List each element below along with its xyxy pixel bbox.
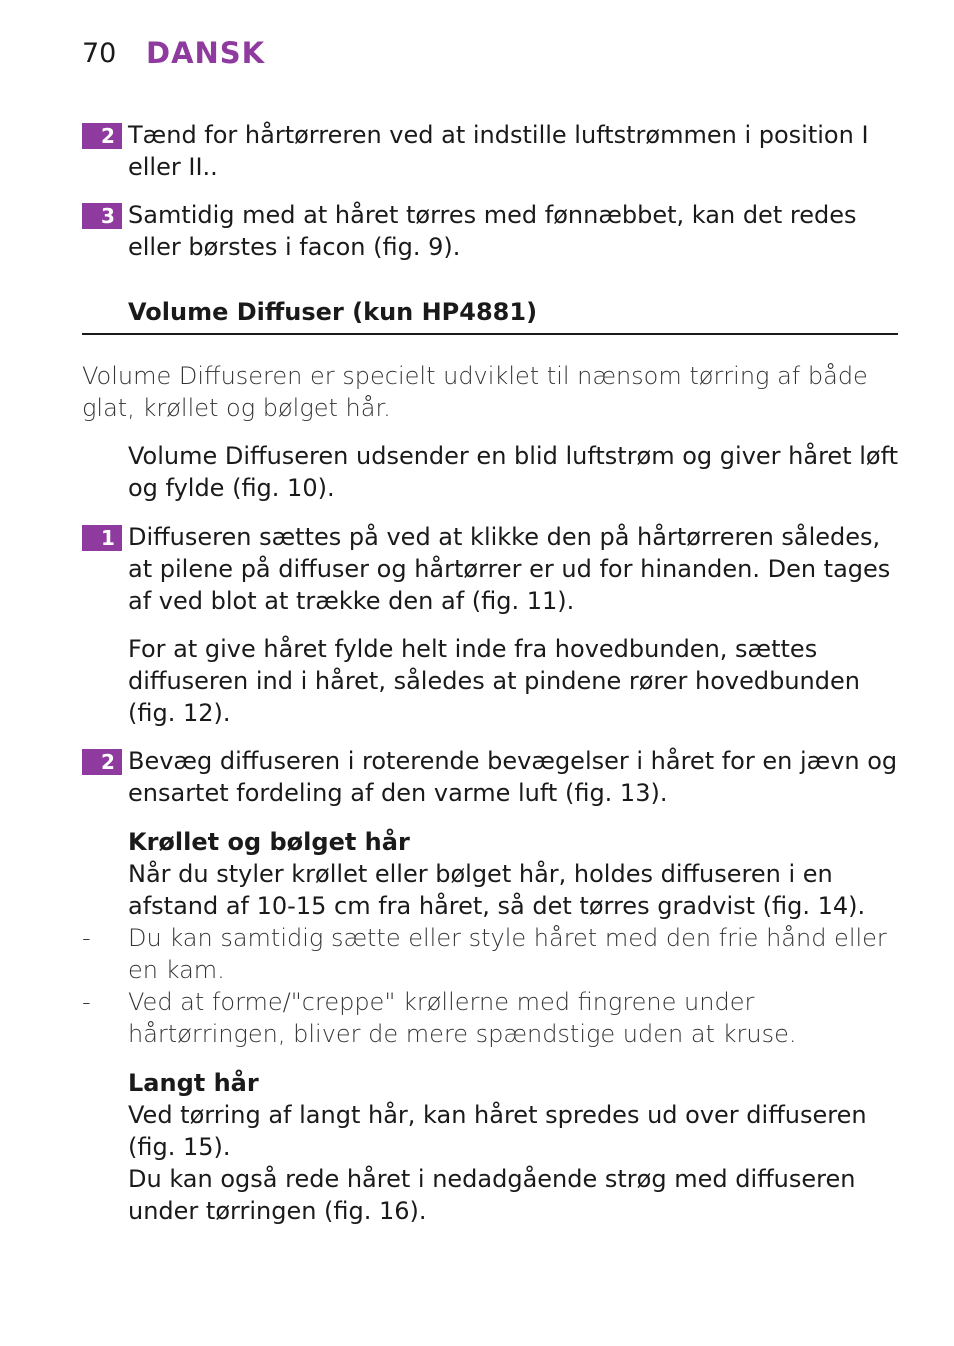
section-title: Volume Diffuser (kun HP4881) [128, 298, 538, 326]
step-text: Tænd for hårtørreren ved at indstille luftstrømmen i position I eller II.. [128, 121, 869, 181]
step-2-top [82, 119, 902, 183]
section-description: Volume Diffuseren udsender en blid luftstrøm og giver håret løft og fylde (fig. 10). [128, 442, 899, 502]
step-1-diffuser [82, 521, 902, 617]
section-divider [82, 333, 898, 335]
language-title: DANSK [146, 36, 266, 70]
long-hair-text-2: Du kan også rede håret i nedadgående strøg med diffuseren under tørringen (fig. 16). [128, 1165, 856, 1225]
section-intro: Volume Diffuseren er specielt udviklet til nænsom tørring af både glat, krøllet og bølget hår. [82, 362, 868, 422]
step-badge: 2 [82, 749, 122, 775]
step-badge: 2 [82, 123, 122, 149]
curly-heading: Krøllet og bølget hår [128, 828, 410, 856]
step-badge: 1 [82, 525, 122, 551]
dash-marker: - [82, 924, 91, 952]
bullet-item [82, 986, 898, 1050]
bullet-text: Ved at forme/"creppe" krøllerne med fingrene under hårtørringen, bliver de mere spændstige uden at kruse. [128, 988, 797, 1048]
bullet-text: Du kan samtidig sætte eller style håret med den frie hånd eller en kam. [128, 924, 887, 984]
page-number: 70 [82, 38, 117, 69]
long-hair-text-1: Ved tørring af langt hår, kan håret spredes ud over diffuseren (fig. 15). [128, 1101, 867, 1161]
step-text: Samtidig med at håret tørres med fønnæbbet, kan det redes eller børstes i facon (fig. 9). [128, 201, 857, 261]
step-2-diffuser [82, 745, 902, 809]
bullet-item [82, 922, 898, 986]
dash-marker: - [82, 988, 91, 1016]
step-1-note: For at give håret fylde helt inde fra hovedbunden, sættes diffuseren ind i håret, således at pindene rører hovedbunden (fig. 12). [128, 635, 860, 727]
curly-text: Når du styler krøllet eller bølget hår, holdes diffuseren i en afstand af 10-15 cm fra håret, så det tørres gradvist (fig. 14). [128, 860, 866, 920]
step-badge: 3 [82, 203, 122, 229]
step-3-top [82, 199, 902, 263]
step-text: Bevæg diffuseren i roterende bevægelser i håret for en jævn og ensartet fordeling af den varme luft (fig. 13). [128, 747, 898, 807]
long-hair-heading: Langt hår [128, 1069, 259, 1097]
step-text: Diffuseren sættes på ved at klikke den på hårtørreren således, at pilene på diffuser og hårtørrer er ud for hinanden. Den tages af ved blot at trække den af (fig. 11). [128, 523, 891, 615]
